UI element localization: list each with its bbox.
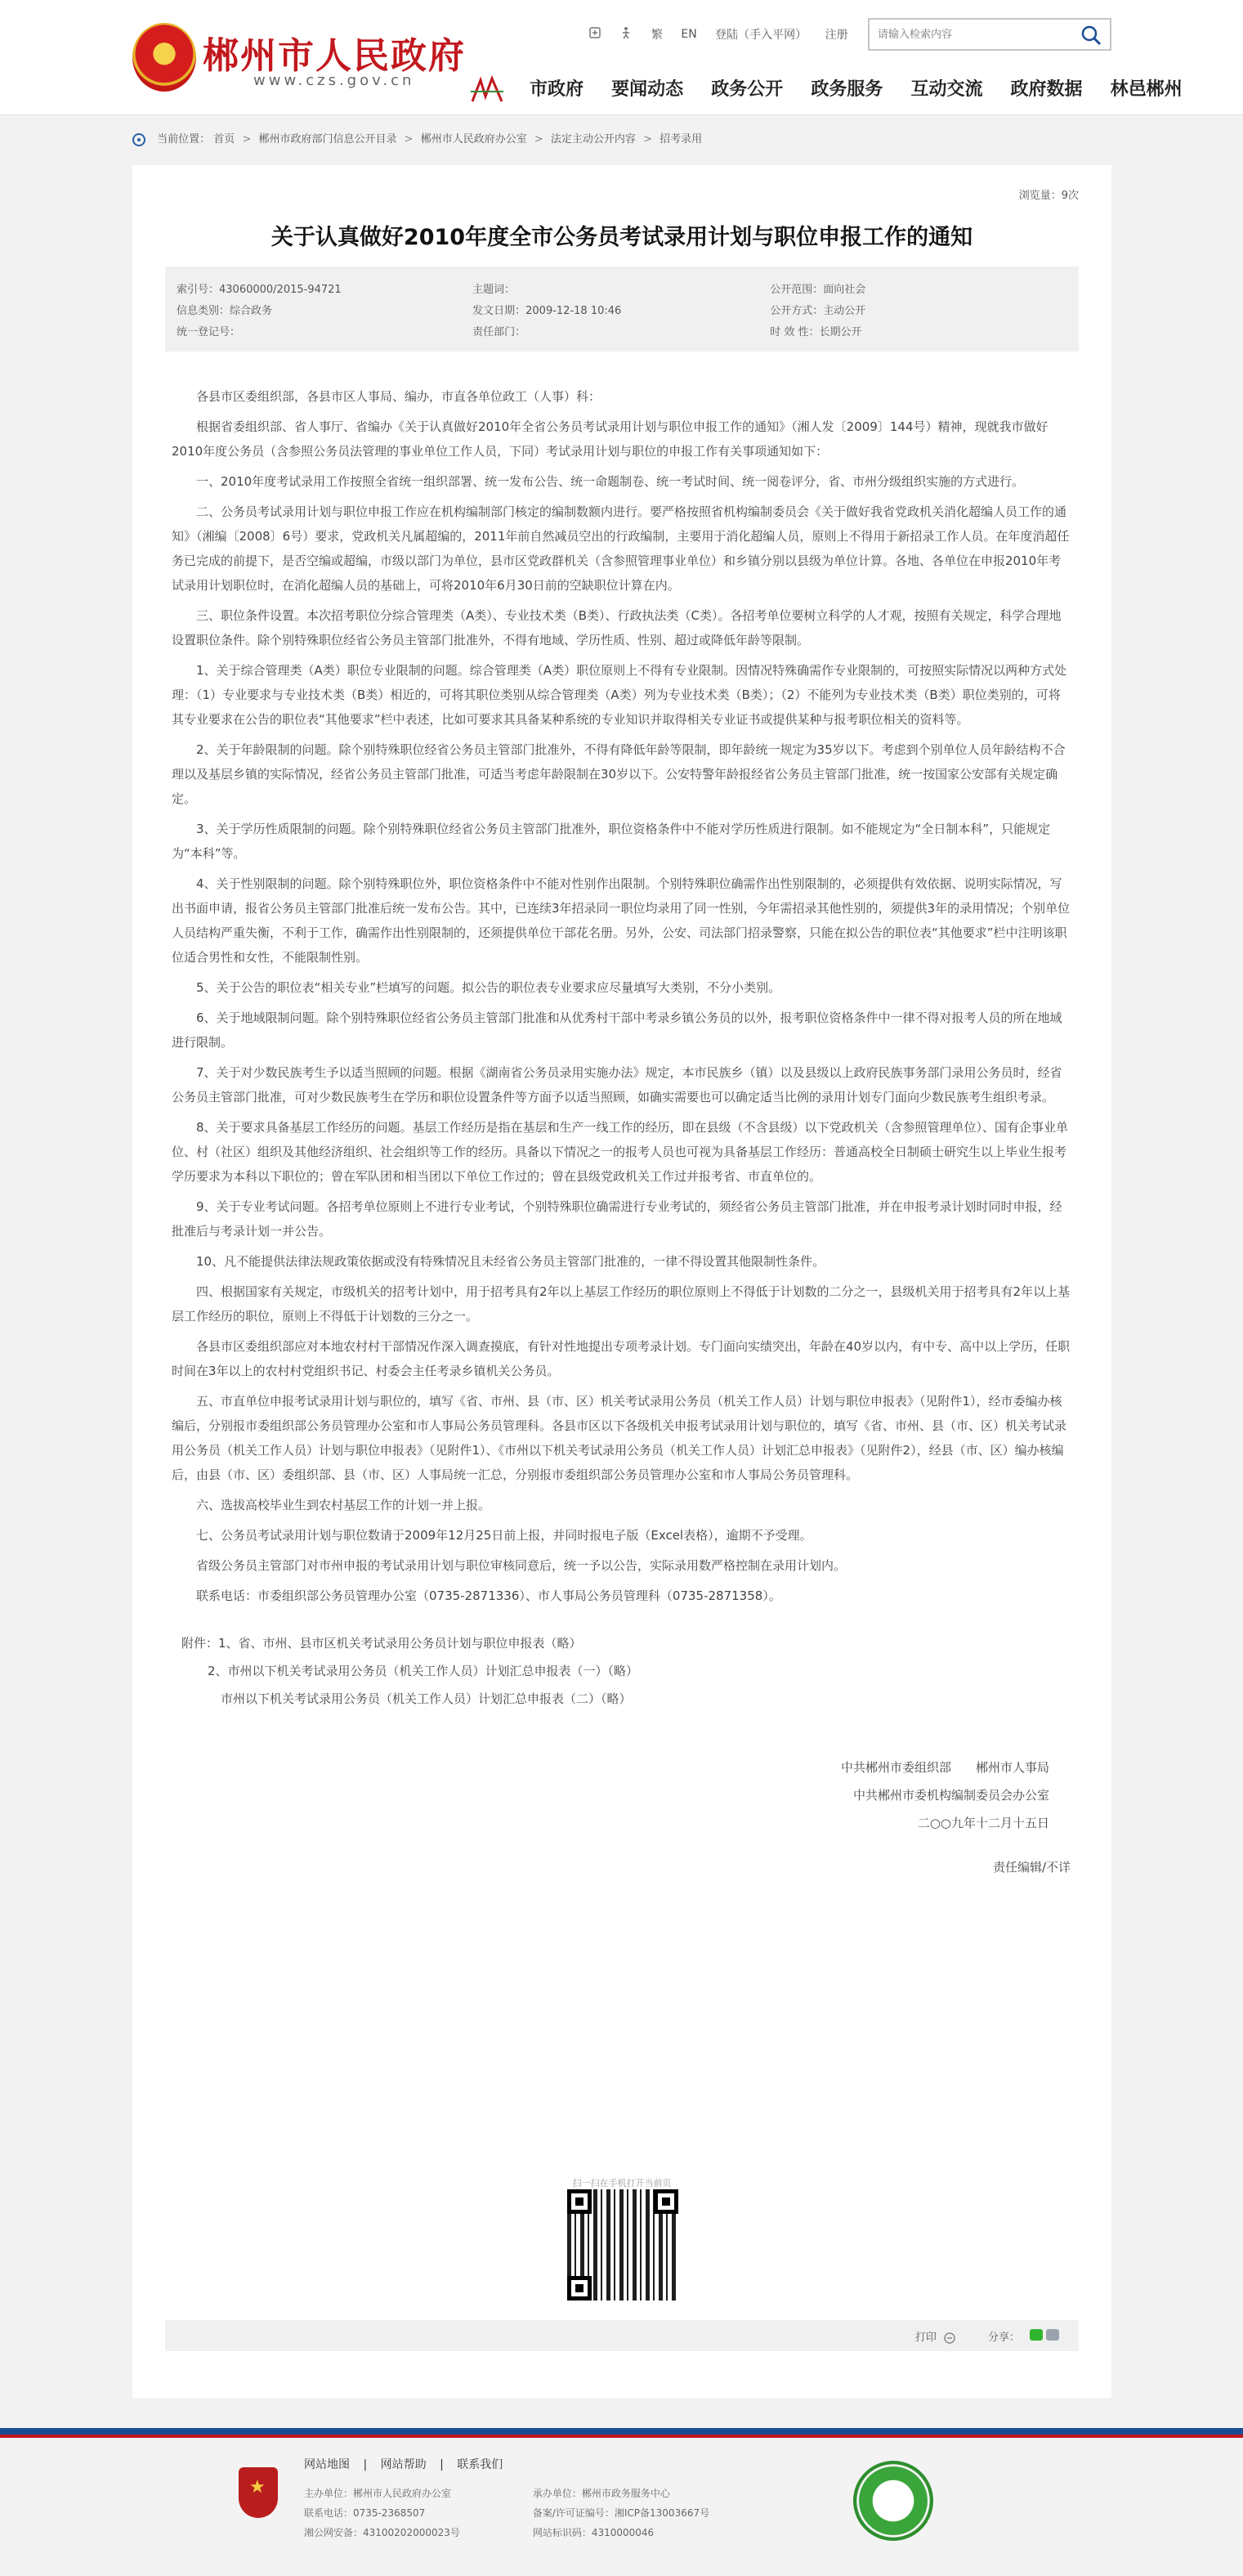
paragraph: 四、根据国家有关规定，市级机关的招考计划中，用于招考具有2年以上基层工作经历的职位原则上不得低于计划数的二分之一，县级机关用于招考具有2年以上基层工作经历的职位，原则上不得低于计划数的三分之一。 [172, 1284, 1071, 1324]
search-input[interactable] [870, 20, 1082, 47]
nav-item-interaction[interactable]: 互动交流 [910, 79, 983, 100]
attachment-item: 附件：1、省、市州、县市区机关考试录用公务员计划与职位申报表（略） [181, 1636, 582, 1651]
attachment-item: 市州以下机关考试录用公务员（机关工作人员）计划汇总申报表（二）（略） [221, 1691, 632, 1706]
meta-row [177, 280, 1067, 301]
meta-scope: 公开范围：面向社会 [770, 284, 866, 296]
paragraph: 根据省委组织部、省人事厅、省编办《关于认真做好2010年全省公务员考试录用计划与职位申报工作的通知》（湘人发〔2009〕144号）精神，现就我市做好2010年度公务员（含参照公务员法管理的事业单位工作人员，下同）考试录用计划与职位的申报工作有关事项通知如下： [172, 419, 1049, 459]
signature-line: 中共郴州市委组织部 郴州市人事局 [840, 1760, 1049, 1775]
article-container [132, 165, 1111, 2398]
paragraph: 7、关于对少数民族考生予以适当照顾的问题。根据《湖南省公务员录用实施办法》规定，本市民族乡（镇）以及县级以上政府民族事务部门录用公务员时，经省公务员主管部门批准，可对少数民族考生在学历和职位设置条件等方面予以适当照顾，如确实需要也可以确定适当比例的录用计划专门面向少数民族考生组织考录。 [172, 1065, 1062, 1104]
qr-label: 扫一扫在手机打开当前页 [572, 2178, 672, 2188]
footer-separator: | [440, 2458, 444, 2471]
breadcrumb-separator: > [242, 133, 252, 146]
party-building-icon[interactable] [239, 2467, 278, 2518]
nav-item-news[interactable]: 要闻动态 [611, 79, 684, 100]
attachments [172, 1629, 1071, 1713]
responsible-editor: 责任编辑/不详 [992, 1860, 1071, 1875]
footer-site-code: 网站标识码：4310000046 [532, 2527, 655, 2538]
nav-item-government[interactable]: 市政府 [530, 79, 584, 100]
paragraph: 6、关于地域限制问题。除个别特殊职位经省公务员主管部门批准和从优秀村干部中考录乡镇公务员的以外，报考职位资格条件中一律不得对报考人员的所在地域进行限制。 [172, 1010, 1062, 1050]
meta-department: 责任部门： [472, 326, 526, 338]
attachment-item: 2、市州以下机关考试录用公务员（机关工作人员）计划汇总申报表（一）（略） [208, 1664, 639, 1678]
paragraph: 五、市直单位申报考试录用计划与职位的，填写《省、市州、县（市、区）机关考试录用公务员（机关工作人员）计划与职位申报表》（见附件1），经市委编办核编后，分别报市委组织部公务员管理办公室和市人事局公务员管理科。各县市区以下各级机关申报考试录用计划与职位的，填写《省、市州、县（市、区）机关考试录用公务员（机关工作人员）计划与职位申报表》（见附件1）、《市州以下机关考试录用公务员（机关工作人员）计划汇总申报表》（见附件2），经县（市、区）编办核编后，由县（市、区）委组织部、县（市、区）人事局统一汇总，分别报市委组织部公务员管理办公室和市人事局公务员管理科。 [172, 1394, 1067, 1482]
meta-keywords: 主题词： [472, 284, 516, 296]
breadcrumb-label: 当前位置： [157, 133, 211, 146]
elder-mode-icon[interactable] [619, 26, 633, 43]
meta-registration-number: 统一登记号： [177, 326, 241, 338]
wechat-share-icon[interactable] [1030, 2329, 1043, 2341]
paragraph: 4、关于性别限制的问题。除个别特殊职位外，职位资格条件中不能对性别作出限制。个别特殊职位确需作出性别限制的，必须提供有效依据、说明实际情况，写出书面申请，报省公务员主管部门批准后统一发布公告。其中，已连续3年招录同一职位均录用了同一性别，今年需招录其他性别的，须提供3年的录用情况；个别单位人员结构严重失衡，不利于工作，确需作出性别限制的，还须提供单位干部花名册。另外，公安、司法部门招录警察，只能在拟公告的职位表“其他要求”栏中注明该职位适合男性和女性，不能限制性别。 [172, 876, 1071, 965]
paragraph: 一、2010年度考试录用工作按照全省统一组织部署、统一发布公告、统一命题制卷、统一考试时间、统一阅卷评分，省、市州分级组织实施的方式进行。 [196, 474, 1025, 489]
footer-icp[interactable]: 备案/许可证编号：湘ICP备13003667号 [532, 2507, 710, 2519]
login-link[interactable]: 登陆（手入平网） [715, 29, 807, 42]
site-footer [0, 2438, 1243, 2576]
footer-links [304, 2456, 512, 2472]
print-button[interactable] [915, 2328, 956, 2344]
paragraph: 省级公务员主管部门对市州申报的考试录用计划与职位审核同意后，统一予以公告，实际录用数严格控制在录用计划内。 [196, 1558, 847, 1573]
footer-link-sitemap[interactable]: 网站地图 [304, 2458, 350, 2471]
qr-finder [654, 2189, 678, 2214]
footer-divider [0, 2428, 1243, 2435]
breadcrumb-item-directory[interactable]: 郴州市政府部门信息公开目录 [258, 133, 397, 146]
meta-publish-mode: 公开方式：主动公开 [770, 305, 866, 317]
print-icon [943, 2332, 956, 2344]
paragraph: 二、公务员考试录用计划与职位申报工作应在机构编制部门核定的编制数额内进行。要严格按照省机构编制委员会《关于做好我省党政机关消化超编人员工作的通知》（湘编〔2008〕6号）要求，党政机关凡属超编的，2011年前自然减员空出的行政编制，主要用于消化超编人员，原则上不得用于新招录工作人员。在年度消超任务已完成的前提下，是否空编或超编，市级以部门为单位，县市区党政群机关（含参照管理事业单位）和乡镇分别以县级为单位计算。各地、各单位在申报2010年考试录用计划职位时，在消化超编人员的基础上，可将2010年6月30日前的空缺职位计算在内。 [172, 504, 1070, 593]
breadcrumb-separator: > [643, 133, 652, 146]
top-tools [588, 26, 863, 46]
nav-item-affairs-open[interactable]: 政务公开 [711, 79, 784, 100]
qr-code-icon [567, 2189, 678, 2300]
nav-item-data[interactable]: 政府数据 [1010, 79, 1083, 100]
article-body [172, 384, 1071, 1879]
english-link[interactable]: EN [681, 28, 697, 41]
nav-item-services[interactable]: 政务服务 [811, 79, 883, 100]
site-name[interactable]: 郴州市人民政府 [203, 35, 466, 77]
paragraph: 9、关于专业考试问题。各招考单位原则上不进行专业考试，个别特殊职位确需进行专业考试的，须经省公务员主管部门批准，并在申报考录计划时同时申报，经批准后与考录计划一并公告。 [172, 1199, 1062, 1239]
breadcrumb-bar [0, 115, 1243, 164]
footer-police-record[interactable]: 湘公网安备：43100202000023号 [304, 2527, 460, 2538]
share-bar [165, 2320, 1079, 2351]
paragraph: 5、关于公告的职位表“相关专业”栏填写的问题。拟公告的职位表专业要求应尽量填写大类别，不分小类别。 [196, 980, 781, 995]
meta-index-number: 索引号：43060000/2015-94721 [177, 284, 342, 296]
paragraph: 联系电话：市委组织部公务员管理办公室（0735-2871336）、市人事局公务员管理科（0735-2871358）。 [196, 1588, 781, 1603]
salutation: 各县市区委组织部，各县市区人事局、编办，市直各单位政工（人事）科： [196, 389, 601, 404]
footer-separator: | [363, 2458, 368, 2471]
meta-category: 信息类别：综合政务 [177, 305, 273, 317]
breadcrumb-item-home[interactable]: 首页 [213, 133, 235, 146]
paragraph: 3、关于学历性质限制的问题。除个别特殊职位经省公务员主管部门批准外，职位资格条件中不能对学历性质进行限制。如不能规定为“全日制本科”，只能规定为“本科”等。 [172, 822, 1051, 861]
nav-item-linyi-chenzhou[interactable]: 林邑郴州 [1110, 79, 1183, 100]
meta-row [177, 301, 1067, 322]
search-box [868, 18, 1111, 51]
gov-site-error-badge-icon[interactable] [853, 2461, 933, 2541]
footer-info [304, 2484, 762, 2542]
site-header [0, 0, 1243, 115]
footer-host: 主办单位：郴州市人民政府办公室 [304, 2488, 452, 2499]
meta-validity: 时 效 性：长期公开 [770, 326, 862, 338]
signature-line: 中共郴州市委机构编制委员会办公室 [852, 1788, 1049, 1803]
breadcrumb [132, 130, 702, 146]
meta-row [177, 322, 1067, 343]
paragraph: 七、公务员考试录用计划与职位数请于2009年12月25日前上报，并同时报电子版（Excel表格），逾期不予受理。 [196, 1528, 812, 1543]
breadcrumb-item-recruitment[interactable]: 招考录用 [660, 133, 703, 146]
breadcrumb-item-office[interactable]: 郴州市人民政府办公室 [420, 133, 527, 146]
search-icon[interactable] [1080, 25, 1102, 46]
qr-finder [567, 2276, 592, 2300]
article-title: 关于认真做好2010年度全市公务员考试录用计划与职位申报工作的通知 [271, 225, 973, 250]
register-link[interactable]: 注册 [825, 29, 848, 42]
breadcrumb-separator: > [534, 133, 543, 146]
meta-publish-date: 发文日期：2009-12-18 10:46 [472, 305, 622, 317]
site-domain: www.czs.gov.cn [253, 72, 415, 89]
footer-phone: 联系电话：0735-2368507 [304, 2507, 426, 2519]
footer-link-contact[interactable]: 联系我们 [457, 2458, 503, 2471]
paragraph: 10、凡不能提供法律法规政策依据或没有特殊情况且未经省公务员主管部门批准的，一律不得设置其他限制性条件。 [196, 1254, 825, 1269]
print-label: 打印 [914, 2332, 937, 2344]
article-meta [165, 267, 1079, 352]
breadcrumb-separator: > [404, 133, 414, 146]
paragraph: 三、职位条件设置。本次招考职位分综合管理类（A类）、专业技术类（B类）、行政执法类（C类）。各招考单位要树立科学的人才观，按照有关规定，科学合理地设置职位条件。除个别特殊职位经省公务员主管部门批准外，不得有地域、学历性质、性别、超过或降低年龄等限制。 [172, 608, 1062, 647]
paragraph: 六、选拔高校毕业生到农村基层工作的计划一并上报。 [196, 1498, 491, 1512]
city-logo-icon [469, 75, 505, 105]
footer-operator: 承办单位：郴州市政务服务中心 [532, 2488, 670, 2499]
paragraph: 各县市区委组织部应对本地农村村干部情况作深入调查摸底，有针对性地提出专项考录计划。专门面向实绩突出，年龄在40岁以内，有中专、高中以上学历，任职时间在3年以上的农村村党组织书记、村委会主任考录乡镇机关公务员。 [172, 1339, 1071, 1378]
traditional-chinese-link[interactable]: 繁 [651, 29, 663, 42]
view-count: 浏览量：9次 [1018, 190, 1079, 202]
paragraph: 8、关于要求具备基层工作经历的问题。基层工作经历是指在基层和生产一线工作的经历，即在县级（不含县级）以下党政机关（含参照管理单位）、国有企事业单位、村（社区）组织及其他经济组织、社会组织等工作的经历。具备以下情况之一的报考人员也可视为具备基层工作经历：普通高校全日制硕士研究生以上毕业生报考学历要求为本科以下职位的；曾在军队团和相当团以下单位工作过的；曾在县级党政机关工作过并报考省、市直单位的。 [172, 1120, 1069, 1184]
national-emblem-icon [132, 23, 196, 92]
breadcrumb-item-statutory[interactable]: 法定主动公开内容 [550, 133, 636, 146]
footer-link-help[interactable]: 网站帮助 [380, 2458, 427, 2471]
location-icon [132, 133, 145, 146]
signature-block [172, 1754, 1071, 1837]
accessibility-icon[interactable] [588, 26, 601, 43]
paragraph: 2、关于年龄限制的问题。除个别特殊职位经省公务员主管部门批准外，不得有降低年龄等限制，即年龄统一规定为35岁以下。考虑到个别单位人员年龄结构不合理以及基层乡镇的实际情况，经省公务员主管部门批准，可适当考虑年龄限制在30岁以下。公安特警年龄报经省公务员主管部门批准，统一按国家公安部有关规定确定。 [172, 742, 1066, 806]
signature-date: 二○○九年十二月十五日 [917, 1816, 1049, 1830]
paragraph: 1、关于综合管理类（A类）职位专业限制的问题。综合管理类（A类）职位原则上不得有专业限制。因情况特殊确需作专业限制的，可按照实际情况以两种方式处理：（1）专业要求与专业技术类（B类）相近的，可将其职位类别从综合管理类（A类）列为专业技术类（B类）；（2）不能列为专业技术类（B类）职位类别的，可将其专业要求在公告的职位表“其他要求”栏中表述，比如可要求其具备某种系统的专业知识并取得相关专业证书或提供某种与报考职位相关的资料等。 [172, 663, 1067, 727]
qr-finder [567, 2189, 592, 2214]
weibo-share-icon[interactable] [1046, 2329, 1059, 2341]
share-label: 分享： [987, 2332, 1020, 2344]
